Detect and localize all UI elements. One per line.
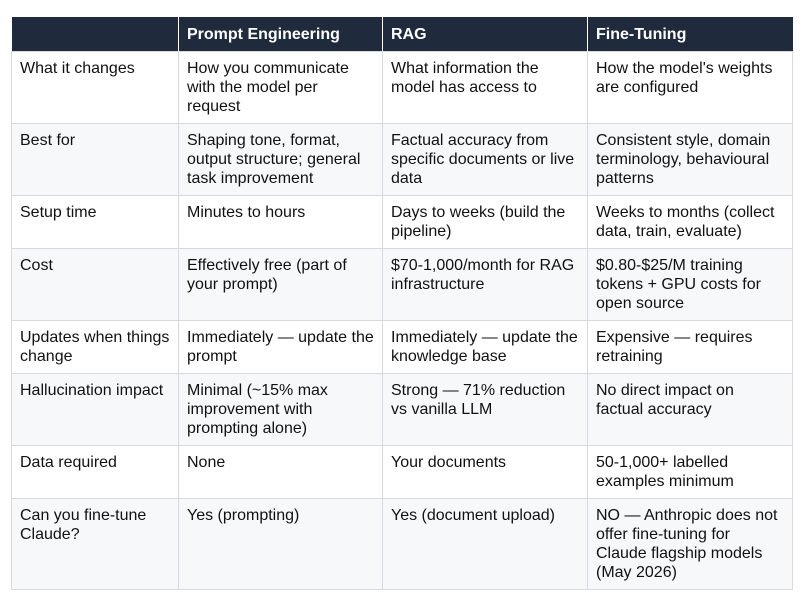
table-row bbox=[12, 499, 793, 590]
table-cell: Weeks to months (collect data, train, evaluate) bbox=[588, 196, 793, 249]
row-label: Best for bbox=[12, 124, 179, 196]
table-row bbox=[12, 374, 793, 446]
comparison-table-container bbox=[11, 17, 792, 590]
table-cell: $0.80-$25/M training tokens + GPU costs for open source bbox=[588, 249, 793, 321]
table-cell: Immediately — update the prompt bbox=[179, 321, 383, 374]
row-label: Data required bbox=[12, 446, 179, 499]
table-cell: How the model's weights are configured bbox=[588, 52, 793, 124]
table-cell: Days to weeks (build the pipeline) bbox=[383, 196, 588, 249]
table-cell: NO — Anthropic does not offer fine-tuning for Claude flagship models (May 2026) bbox=[588, 499, 793, 590]
table-cell: Minutes to hours bbox=[179, 196, 383, 249]
table-header-row bbox=[12, 17, 793, 52]
table-row bbox=[12, 196, 793, 249]
header-cell-prompt-engineering: Prompt Engineering bbox=[179, 17, 383, 52]
row-label: Updates when things change bbox=[12, 321, 179, 374]
table-cell: 50-1,000+ labelled examples minimum bbox=[588, 446, 793, 499]
header-cell-fine-tuning: Fine-Tuning bbox=[588, 17, 793, 52]
table-row bbox=[12, 321, 793, 374]
table-cell: Yes (prompting) bbox=[179, 499, 383, 590]
row-label: Can you fine-tune Claude? bbox=[12, 499, 179, 590]
table-cell: Minimal (~15% max improvement with prompting alone) bbox=[179, 374, 383, 446]
table-cell: Yes (document upload) bbox=[383, 499, 588, 590]
table-cell: Immediately — update the knowledge base bbox=[383, 321, 588, 374]
table-cell: Strong — 71% reduction vs vanilla LLM bbox=[383, 374, 588, 446]
comparison-table bbox=[11, 17, 793, 590]
table-row bbox=[12, 124, 793, 196]
table-row bbox=[12, 446, 793, 499]
table-row bbox=[12, 52, 793, 124]
table-cell: Consistent style, domain terminology, behavioural patterns bbox=[588, 124, 793, 196]
row-label: What it changes bbox=[12, 52, 179, 124]
table-cell: How you communicate with the model per request bbox=[179, 52, 383, 124]
table-cell: Effectively free (part of your prompt) bbox=[179, 249, 383, 321]
table-cell: None bbox=[179, 446, 383, 499]
table-cell: Your documents bbox=[383, 446, 588, 499]
table-cell: $70-1,000/month for RAG infrastructure bbox=[383, 249, 588, 321]
table-cell: Expensive — requires retraining bbox=[588, 321, 793, 374]
table-row bbox=[12, 249, 793, 321]
row-label: Hallucination impact bbox=[12, 374, 179, 446]
table-cell: Factual accuracy from specific documents or live data bbox=[383, 124, 588, 196]
header-cell-rag: RAG bbox=[383, 17, 588, 52]
table-cell: No direct impact on factual accuracy bbox=[588, 374, 793, 446]
row-label: Cost bbox=[12, 249, 179, 321]
table-cell: What information the model has access to bbox=[383, 52, 588, 124]
table-cell: Shaping tone, format, output structure; general task improvement bbox=[179, 124, 383, 196]
row-label: Setup time bbox=[12, 196, 179, 249]
header-cell-blank bbox=[12, 17, 179, 52]
